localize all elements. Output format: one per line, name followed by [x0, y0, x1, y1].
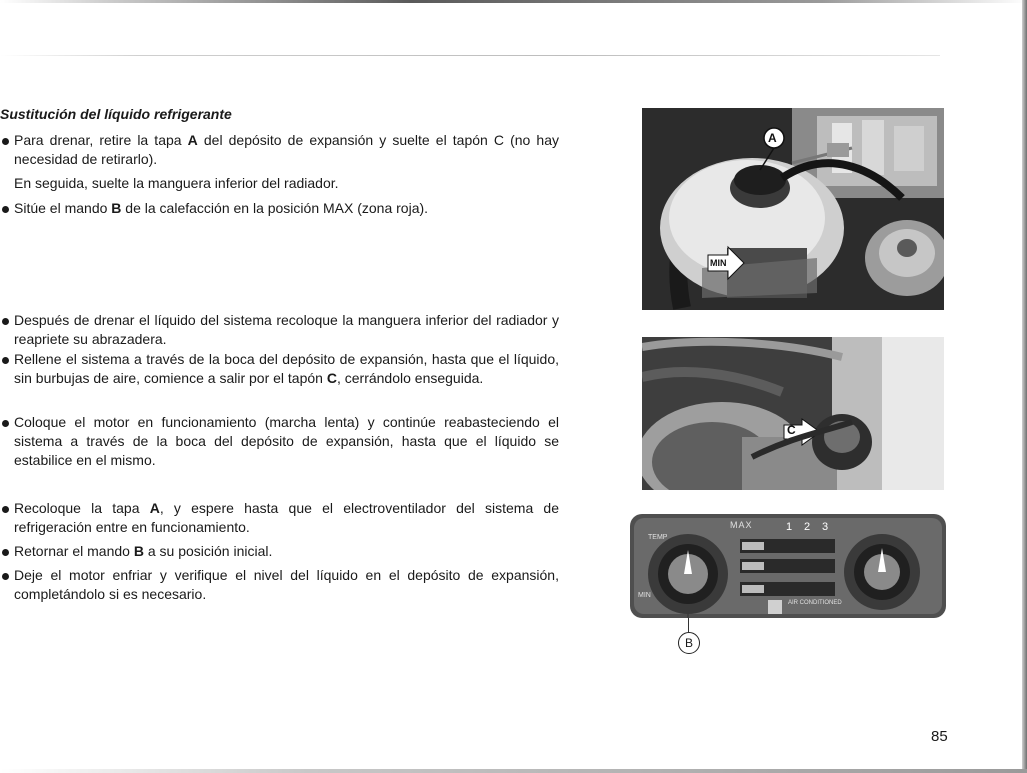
- paragraph-run-engine: Coloque el motor en funcionamiento (marcha lenta) y continúe reabasteciendo el sistema a través de la boca del depósito de expansión, hasta que el líquido se estabilice en el mismo.: [14, 414, 559, 468]
- temp-label: TEMP: [648, 534, 668, 541]
- section-title: Sustitución del líquido refrigerante: [0, 106, 232, 122]
- bullet: [2, 138, 9, 145]
- bullet: [2, 206, 9, 213]
- max-label: MAX: [730, 520, 753, 530]
- fan-speed-2: 2: [804, 521, 811, 533]
- panel-min-label: MIN: [638, 592, 651, 599]
- header-rule: [0, 55, 940, 56]
- bullet: [2, 318, 9, 325]
- scan-edge-top: [0, 0, 1027, 3]
- fan-speed-3: 3: [822, 521, 829, 533]
- min-mark-label: MIN: [710, 258, 727, 268]
- callout-a-label: A: [768, 131, 777, 145]
- air-conditioned-label: AIR CONDITIONED: [788, 600, 842, 606]
- bullet: [2, 549, 9, 556]
- scan-edge-bottom: [0, 769, 1027, 773]
- paragraph-hose: En seguida, suelte la manguera inferior del radiador.: [14, 175, 339, 191]
- callout-b-label: B: [678, 632, 700, 654]
- bullet: [2, 357, 9, 364]
- expansion-tank-photo: [642, 108, 944, 310]
- plug-c-photo: [642, 337, 944, 490]
- page-number: 85: [931, 728, 948, 745]
- callout-c-label: C: [787, 423, 796, 437]
- bullet: [2, 506, 9, 513]
- paragraph-drain: Para drenar, retire la tapa A del depósito de expansión y suelte el tapón C (no hay necesidad de retirarlo).: [14, 132, 559, 167]
- callout-b-leader: [688, 618, 689, 632]
- plug-c-illustration: [642, 337, 944, 490]
- climate-panel-photo: [630, 514, 946, 618]
- bullet: [2, 573, 9, 580]
- paragraph-return-knob: Retornar el mando B a su posición inicial.: [14, 543, 273, 559]
- paragraph-heater: Sitúe el mando B de la calefacción en la posición MAX (zona roja).: [14, 200, 429, 216]
- paragraph-refill: Rellene el sistema a través de la boca del depósito de expansión, hasta que el líquido, sin burbujas de aire, comience a salir por el tapón C, cerrándolo enseguida.: [14, 351, 559, 386]
- bullet: [2, 420, 9, 427]
- fan-speed-1: 1: [786, 521, 793, 533]
- expansion-tank-illustration: [642, 108, 944, 310]
- paragraph-check-level: Deje el motor enfriar y verifique el nivel del líquido en el depósito de expansión, completándolo si es necesario.: [14, 567, 559, 602]
- paragraph-replace-cap: Recoloque la tapa A, y espere hasta que el electroventilador del sistema de refrigeración entre en funcionamiento.: [14, 500, 559, 535]
- scan-edge-right: [1022, 0, 1027, 773]
- paragraph-reinstall-hose: Después de drenar el líquido del sistema recoloque la manguera inferior del radiador y reapriete su abrazadera.: [14, 312, 559, 347]
